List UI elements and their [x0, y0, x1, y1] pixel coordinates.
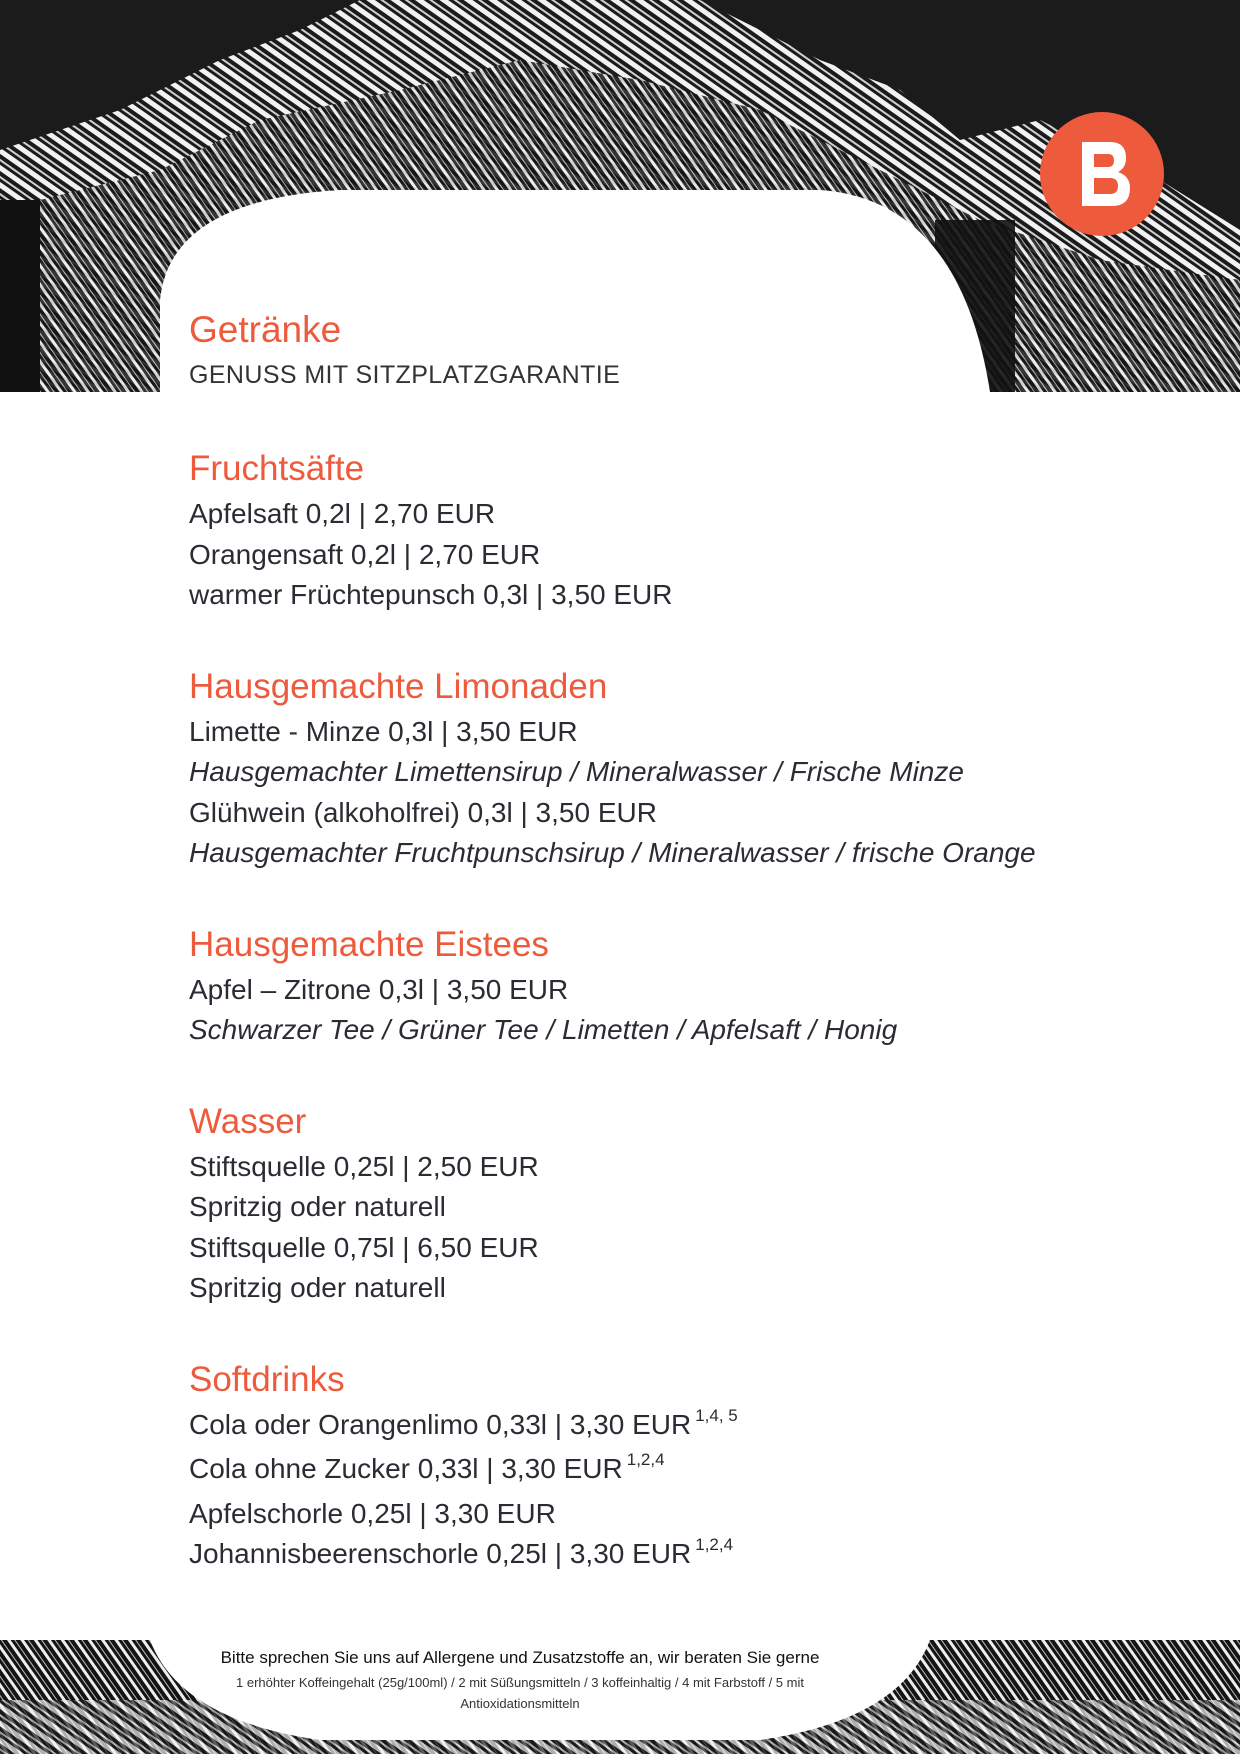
- section-title: Hausgemachte Eistees: [189, 924, 549, 964]
- menu-item-text: Cola oder Orangenlimo 0,33l | 3,30 EUR: [189, 1408, 692, 1440]
- section-softdrinks: [189, 1359, 1149, 1579]
- b-logo-icon: [1040, 112, 1164, 236]
- menu-item-description: Spritzig oder naturell: [189, 1191, 446, 1222]
- menu-item-description: Spritzig oder naturell: [189, 1272, 446, 1303]
- footnote-marker: 1,2,4: [626, 1450, 665, 1469]
- menu-item: Apfel – Zitrone 0,3l | 3,50 EUR: [189, 973, 569, 1005]
- menu-item-text: Apfelschorle 0,25l | 3,30 EUR: [189, 1497, 556, 1529]
- menu-item-description: Hausgemachter Fruchtpunschsirup / Mineralwasser / frische Orange: [189, 837, 1036, 868]
- menu-content: [189, 308, 1149, 1579]
- section-eistees: [189, 924, 1149, 1051]
- menu-item: [189, 1494, 1149, 1535]
- menu-item: [189, 1405, 1149, 1450]
- menu-item: warmer Früchtepunsch 0,3l | 3,50 EUR: [189, 579, 673, 610]
- section-limonaden: [189, 666, 1149, 874]
- allergen-notice: Bitte sprechen Sie uns auf Allergene und Zusatzstoffe an, wir beraten Sie gerne: [220, 1648, 820, 1667]
- section-fruchtsaefte: [189, 448, 1149, 616]
- menu-item: Glühwein (alkoholfrei) 0,3l | 3,50 EUR: [189, 796, 657, 828]
- additives-legend: 1 erhöhter Koffeingehalt (25g/100ml) / 2 mit Süßungsmitteln / 3 koffeinhaltig / 4 mit Farbstoff / 5 mit Antioxidationsmitteln: [236, 1675, 804, 1711]
- section-title: Softdrinks: [189, 1359, 345, 1399]
- footer: [170, 1640, 870, 1714]
- menu-item-description: Hausgemachter Limettensirup / Mineralwasser / Frische Minze: [189, 756, 964, 787]
- section-title: Wasser: [189, 1101, 307, 1141]
- section-title: Hausgemachte Limonaden: [189, 666, 608, 706]
- menu-item: Limette - Minze 0,3l | 3,50 EUR: [189, 715, 578, 747]
- menu-item: [189, 1449, 1149, 1494]
- menu-item: Stiftsquelle 0,25l | 2,50 EUR: [189, 1150, 539, 1182]
- menu-item-text: Cola ohne Zucker 0,33l | 3,30 EUR: [189, 1453, 623, 1484]
- menu-item: Orangensaft 0,2l | 2,70 EUR: [189, 538, 541, 570]
- menu-item: [189, 1534, 1149, 1579]
- footnote-marker: 1,4, 5: [695, 1405, 738, 1425]
- page-title: Getränke: [189, 309, 342, 350]
- menu-item-text: Johannisbeerenschorle 0,25l | 3,30 EUR: [189, 1538, 692, 1569]
- menu-item: Apfelsaft 0,2l | 2,70 EUR: [189, 498, 496, 529]
- footnote-marker: 1,2,4: [695, 1535, 734, 1554]
- page-subtitle: GENUSS MIT SITZPLATZGARANTIE: [189, 361, 621, 389]
- menu-item: Stiftsquelle 0,75l | 6,50 EUR: [189, 1231, 539, 1263]
- section-wasser: [189, 1101, 1149, 1309]
- menu-item-description: Schwarzer Tee / Grüner Tee / Limetten / Apfelsaft / Honig: [189, 1014, 898, 1045]
- section-title: Fruchtsäfte: [189, 449, 365, 488]
